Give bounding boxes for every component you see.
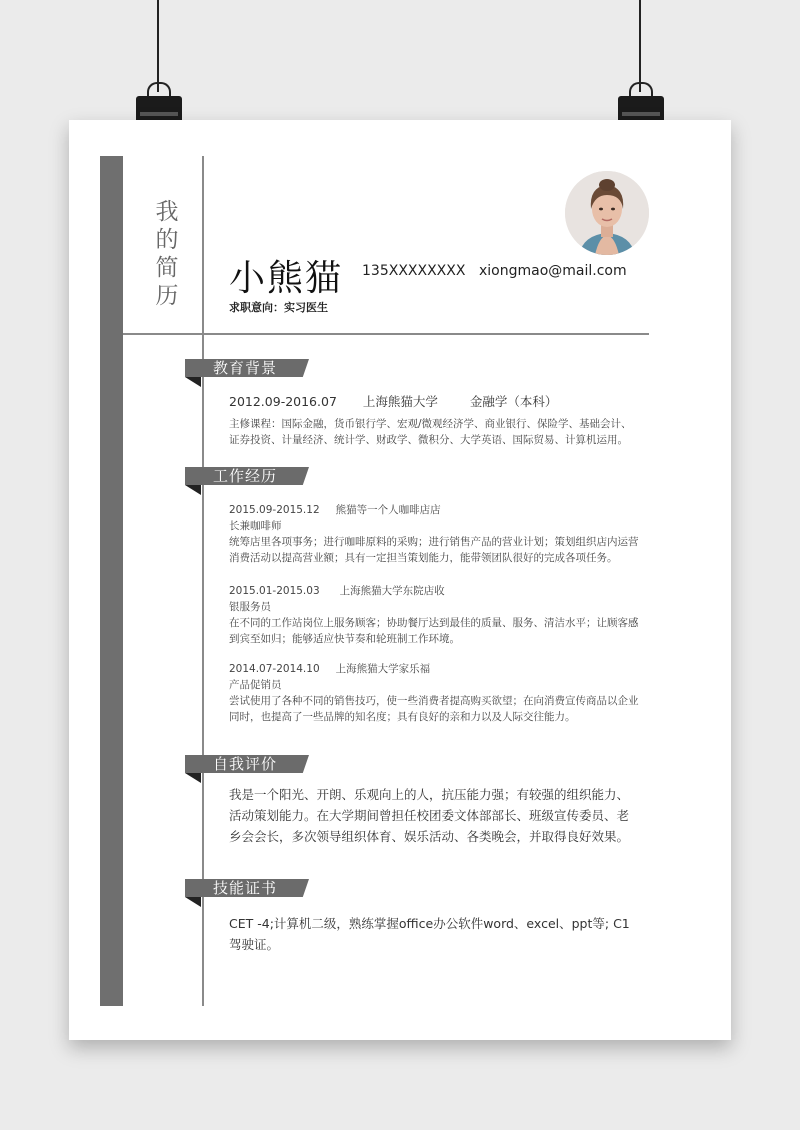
- hanging-wire-right: [639, 0, 641, 92]
- section-title: 教育背景: [213, 359, 278, 377]
- self-evaluation-text: 我是一个阳光、开朗、乐观向上的人，抗压能力强；有较强的组织能力、活动策划能力。在大学期间曾担任校团委文体部部长、班级宣传委员、老乡会会长，多次领导组织体育、娱乐活动、各类晚会，并取得良好效果。: [229, 787, 630, 844]
- title-char: 我: [155, 199, 179, 225]
- education-summary: [229, 394, 639, 410]
- education-courses: 主修课程：国际金融，货币银行学、宏观/微观经济学、商业银行、保险学、基础会计、证券投资、计量经济、统计学、财政学、微积分、大学英语、国际贸易、计算机运用。: [229, 418, 632, 446]
- vertical-title: [155, 198, 179, 310]
- job-objective: 求职意向：实习医生: [229, 301, 328, 314]
- title-char: 历: [155, 283, 179, 309]
- work-period: 2014.07-2014.10: [229, 663, 320, 675]
- skills-text: CET -4;计算机二级，熟练掌握office办公软件word、excel、ppt等; C1驾驶证。: [229, 916, 630, 952]
- resume-paper: [69, 120, 731, 1040]
- email-address: xiongmao@mail.com: [479, 263, 627, 279]
- work-description: 统筹店里各项事务；进行咖啡原料的采购；进行销售产品的营业计划；策划组织店内运营消费活动以提高营业额；具有一定担当策划能力，能带领团队很好的完成各项任务。: [229, 536, 639, 564]
- section-title: 技能证书: [213, 879, 278, 897]
- work-item: [229, 502, 639, 566]
- work-description: 在不同的工作站岗位上服务顾客；协助餐厅达到最佳的质量、服务、清洁水平；让顾客感到宾至如归；能够适应快节奏和轮班制工作环境。: [229, 617, 639, 645]
- title-char: 的: [155, 227, 179, 253]
- work-company: 上海熊猫大学东院店收: [339, 585, 445, 597]
- title-char: 简: [155, 255, 179, 281]
- education-major: 金融学（本科）: [469, 394, 558, 409]
- section-title: 自我评价: [213, 755, 278, 773]
- work-role: 长兼咖啡师: [229, 520, 282, 532]
- left-accent-bar: [100, 156, 123, 1006]
- section-header-skills: [185, 879, 311, 907]
- section-header-self-eval: [185, 755, 311, 783]
- profile-photo: [565, 171, 649, 255]
- work-item: [229, 583, 639, 647]
- work-item: [229, 661, 639, 725]
- candidate-name: 小熊猫: [229, 258, 344, 299]
- hanging-wire-left: [157, 0, 159, 92]
- phone-number: 135XXXXXXXX: [362, 263, 466, 279]
- work-role: 产品促销员: [229, 679, 282, 691]
- work-company: 熊猫等一个人咖啡店店: [335, 504, 441, 516]
- work-description: 尝试使用了各种不同的销售技巧，使一些消费者提高购买欲望；在向消费宣传商品以企业同时，也提高了一些品牌的知名度；具有良好的亲和力以及人际交往能力。: [229, 695, 639, 723]
- section-title: 工作经历: [213, 467, 278, 485]
- work-role: 银服务员: [229, 601, 271, 613]
- education-school: 上海熊猫大学: [362, 394, 438, 409]
- work-period: 2015.09-2015.12: [229, 504, 320, 516]
- section-header-education: [185, 359, 311, 387]
- work-period: 2015.01-2015.03: [229, 585, 320, 597]
- education-period: 2012.09-2016.07: [229, 394, 337, 409]
- header-divider: [123, 333, 649, 335]
- work-company: 上海熊猫大学家乐福: [335, 663, 431, 675]
- section-header-work: [185, 467, 311, 495]
